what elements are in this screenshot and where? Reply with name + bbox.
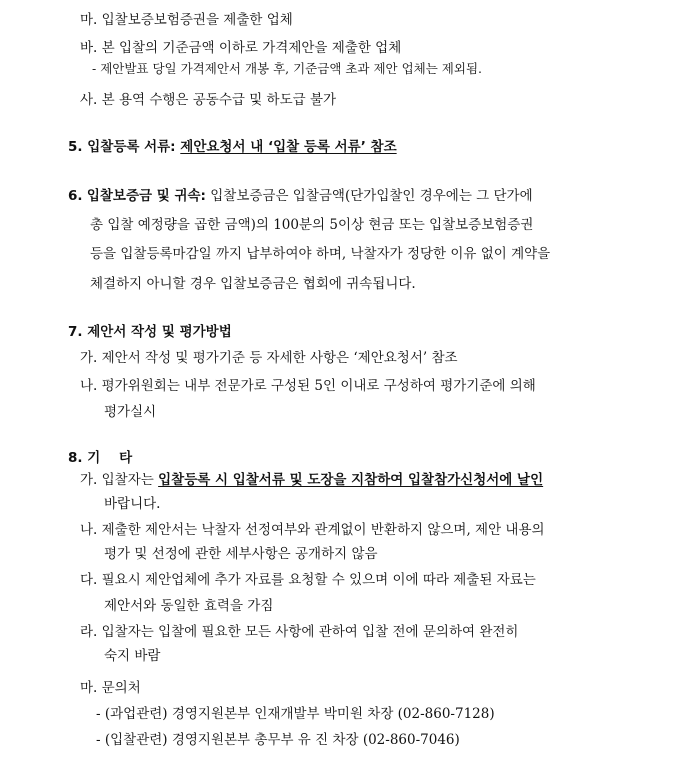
item-label: 마. [80, 680, 98, 696]
item-label: 라. [80, 624, 98, 640]
section-8-item-na-line-2: 평가 및 선정에 관한 세부사항은 공개하지 않음 [104, 546, 378, 562]
section-text: 입찰보증금은 입찰금액(단가입찰인 경우에는 그 단가에 [210, 188, 533, 204]
section-number: 6. [68, 188, 83, 204]
item-text: 본 용역 수행은 공동수급 및 하도급 불가 [101, 92, 337, 108]
section-title: 제안서 작성 및 평가방법 [87, 324, 232, 340]
section-6-line-4: 체결하지 아니할 경우 입찰보증금은 협회에 귀속됩니다. [90, 276, 416, 292]
contact-line-1: - (과업관련) 경영지원본부 인재개발부 박미원 차장 (02-860-7128) [96, 706, 495, 722]
item-text: 입찰자는 입찰에 필요한 모든 사항에 관하여 입찰 전에 문의하여 완전히 [101, 624, 519, 640]
item-label: 가. [80, 472, 98, 488]
section-8-heading [68, 448, 132, 468]
item-text-pre: 입찰자는 [101, 472, 159, 488]
item-label: 나. [80, 378, 98, 394]
item-text: 본 입찰의 기준금액 이하로 가격제안을 제출한 업체 [101, 40, 402, 56]
section-8-item-ra [80, 622, 518, 642]
section-number: 8. [68, 450, 83, 466]
item-text-emphasis: 입찰등록 시 입찰서류 및 도장을 지참하여 입찰참가신청서에 날인 [158, 472, 544, 488]
section-6-line-3: 등을 입찰등록마감일 까지 납부하여야 하며, 낙찰자가 정당한 이유 없이 계약을 [90, 246, 551, 262]
section-7-item-na [80, 376, 536, 396]
section-title: 입찰보증금 및 귀속: [86, 188, 206, 204]
item-text: 제출한 제안서는 낙찰자 선정여부와 관계없이 반환하지 않으며, 제안 내용의 [101, 522, 545, 538]
section-8-item-ma [80, 678, 141, 698]
section-7-heading [68, 322, 232, 342]
item-label: 가. [80, 350, 98, 366]
contact-line-2: - (입찰관련) 경영지원본부 총무부 유 진 차장 (02-860-7046) [96, 732, 460, 748]
item-sa [80, 90, 336, 110]
section-8-item-da [80, 570, 536, 590]
section-8-item-da-line-2: 제안서와 동일한 효력을 가짐 [104, 598, 274, 614]
section-7-item-ga [80, 348, 458, 368]
item-ba-sub: - 제안발표 당일 가격제안서 개봉 후, 기준금액 초과 제안 업체는 제외됨. [92, 61, 483, 76]
item-text: 필요시 제안업체에 추가 자료를 요청할 수 있으며 이에 따라 제출된 자료는 [101, 572, 536, 588]
item-text: 입찰보증보험증권을 제출한 업체 [101, 12, 293, 28]
item-label: 마. [80, 12, 98, 28]
item-ba [80, 38, 401, 58]
item-label: 바. [80, 40, 98, 56]
section-8-item-ga-line-2: 바랍니다. [104, 496, 161, 512]
section-title: 입찰등록 서류: [87, 139, 176, 155]
item-text: 제안서 작성 및 평가기준 등 자세한 사항은 ‘제안요청서’ 참조 [101, 350, 458, 366]
section-title: 기 타 [87, 450, 133, 466]
item-text: 문의처 [101, 680, 141, 696]
item-label: 다. [80, 572, 98, 588]
section-number: 5. [68, 139, 83, 155]
item-ma [80, 10, 293, 30]
section-6-line-1 [68, 186, 533, 206]
section-8-item-ra-line-2: 숙지 바람 [104, 648, 161, 664]
section-8-item-na [80, 520, 545, 540]
section-5-heading [68, 137, 397, 157]
section-6-line-2: 총 입찰 예정량을 곱한 금액)의 100분의 5이상 현금 또는 입찰보증보험증권 [90, 217, 534, 233]
section-8-item-ga [80, 470, 543, 490]
section-7-item-na-line-2: 평가실시 [104, 404, 157, 420]
item-text: 평가위원회는 내부 전문가로 구성된 5인 이내로 구성하여 평가기준에 의해 [101, 378, 536, 394]
item-label: 사. [80, 92, 98, 108]
section-reference: 제안요청서 내 ‘입찰 등록 서류’ 참조 [180, 139, 397, 155]
item-label: 나. [80, 522, 98, 538]
section-number: 7. [68, 324, 83, 340]
